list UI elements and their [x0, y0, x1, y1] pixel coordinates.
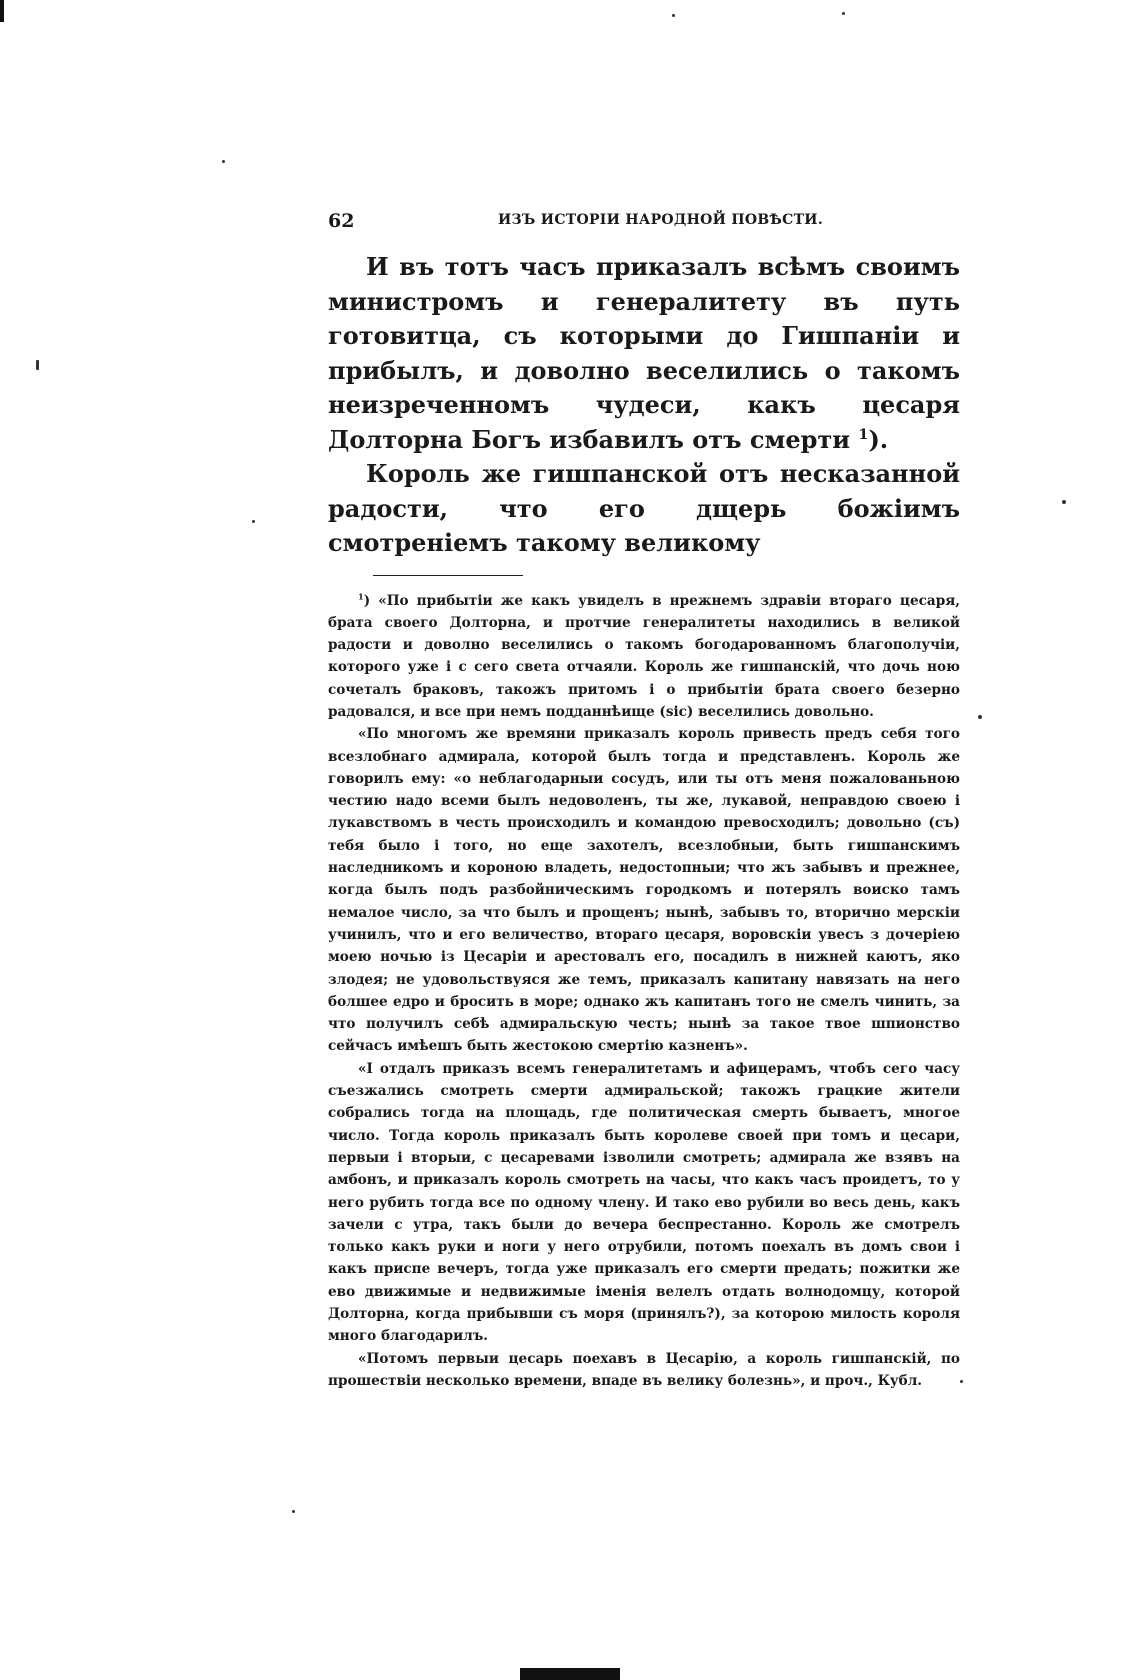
- footnote-ref: 1: [858, 425, 869, 443]
- footnote-divider: [373, 575, 523, 576]
- speck: [292, 1510, 295, 1513]
- main-paragraph: Король же гишпанской отъ несказанной радости, что его дщерь божіимъ смотреніемъ такому великому: [328, 459, 960, 557]
- bottom-blot: [520, 1668, 620, 1680]
- speck: [222, 160, 225, 163]
- footnote-paragraph: [328, 590, 960, 724]
- main-text: [328, 250, 960, 561]
- main-paragraph-text: И въ тотъ часъ приказалъ всѣмъ своимъ министромъ и генералитету въ путь готовитца, съ которыми до Гишпаніи и прибылъ, и доволно веселились о такомъ неизреченномъ чудеси, какъ цесаря Долторна Богъ избавилъ отъ смерти: [328, 252, 960, 454]
- footnote-paragraph: «По многомъ же времяни приказалъ король привесть предъ себя того всезлобнаго адмирала, которой былъ тогда и представленъ. Король же говорилъ ему: «о неблагодарныи сосудъ, или ты отъ меня пожалованьною честию надо всеми былъ недоволенъ, ты же, лукавой, неправдою своею і лукавствомъ в честь происходилъ и командою превосходилъ; довольно (съ) тебя было і того, но еще захотелъ, всезлобныи, быть гишпанскимъ наследникомъ и короною владеть, недостопныи; что жъ забывъ и прежнее, когда былъ подъ разбойническимъ городкомъ и потерялъ воиско тамъ немалое число, за что былъ и прощенъ; нынѣ, забывъ то, вторично мерскіи учинилъ, что и его величество, втораго цесаря, воровскіи увесъ з дочеріею моею ночью із Цесаріи и арестовалъ его, посадилъ в нижней каютъ, яко злодея; не удовольствуяся же темъ, приказалъ капитану навязать на него болшее едро и бросить в море; однако жъ капитанъ того не смелъ чинить, за что получилъ себѣ адмиральскую честь; нынѣ за такое твое шпионство сейчасъ имѣешъ быть жестокою смертію казненъ».: [328, 726, 960, 1055]
- page-header: [328, 210, 960, 238]
- running-title: ИЗЪ ИСТОРІИ НАРОДНОЙ ПОВѢСТИ.: [498, 212, 824, 228]
- binding-mark: [0, 0, 4, 22]
- speck: [672, 14, 675, 17]
- page-number: 62: [328, 210, 355, 232]
- speck: [1062, 500, 1066, 504]
- speck: [960, 1380, 963, 1383]
- book-page: [328, 210, 960, 1392]
- footnote-paragraph: «І отдалъ приказъ всемъ генералитетамъ и афицерамъ, чтобъ сего часу съезжались смотреть смерти адмиральской; такожъ грацкие жители собрались тогда на площадь, где политическая смерть бываетъ, многое число. Тогда король приказалъ быть королеве своей при томъ и цесари, первыи і вторыи, с цесаревами ізволили смотреть; адмирала же взявъ на амбонъ, и приказалъ король смотреть на часы, что какъ часъ проидетъ, то у него рубить тогда все по одному члену. И тако ево рубили во весь день, какъ зачели с утра, такъ были до вечера беспрестанно. Король же смотрелъ только какъ руки и ноги у него отрубили, потомъ поехалъ въ домъ свои і какъ приспе вечеръ, тогда уже приказалъ его смерти предать; пожитки же ево движимые и недвижимые іменія велелъ отдать волнодомцу, которой Долторна, когда прибывши съ моря (принялъ?), за которою милость короля много благодарилъ.: [328, 1060, 960, 1345]
- footnotes: [328, 590, 960, 1393]
- speck: [36, 360, 39, 370]
- main-paragraph-tail: ).: [868, 424, 889, 454]
- footnote-paragraph: «Потомъ первыи цесарь поехавъ в Цесарію, а король гишпанскій, по прошествіи несколько времени, впаде въ велику болезнь», и проч., Кубл.: [328, 1350, 960, 1389]
- footnote-text: ) «По прибытіи же какъ увиделъ в нрежнемъ здравіи втораго цесаря, брата своего Долторна, и протчие генералитеты находились в великой радости и доволно веселились о такомъ богодарованномъ благополучіи, которого уже і с сего света отчаяли. Король же гишпанскій, что дочь ною сочеталъ браковъ, такожъ притомъ і о прибытіи брата своего безерно радовался, и все при немъ подданнѣище (sic) веселились довольно.: [328, 592, 960, 720]
- speck: [978, 715, 982, 719]
- footnote-mark: 1: [358, 590, 364, 601]
- speck: [252, 520, 255, 523]
- main-paragraph: [328, 250, 960, 457]
- speck: [842, 12, 845, 15]
